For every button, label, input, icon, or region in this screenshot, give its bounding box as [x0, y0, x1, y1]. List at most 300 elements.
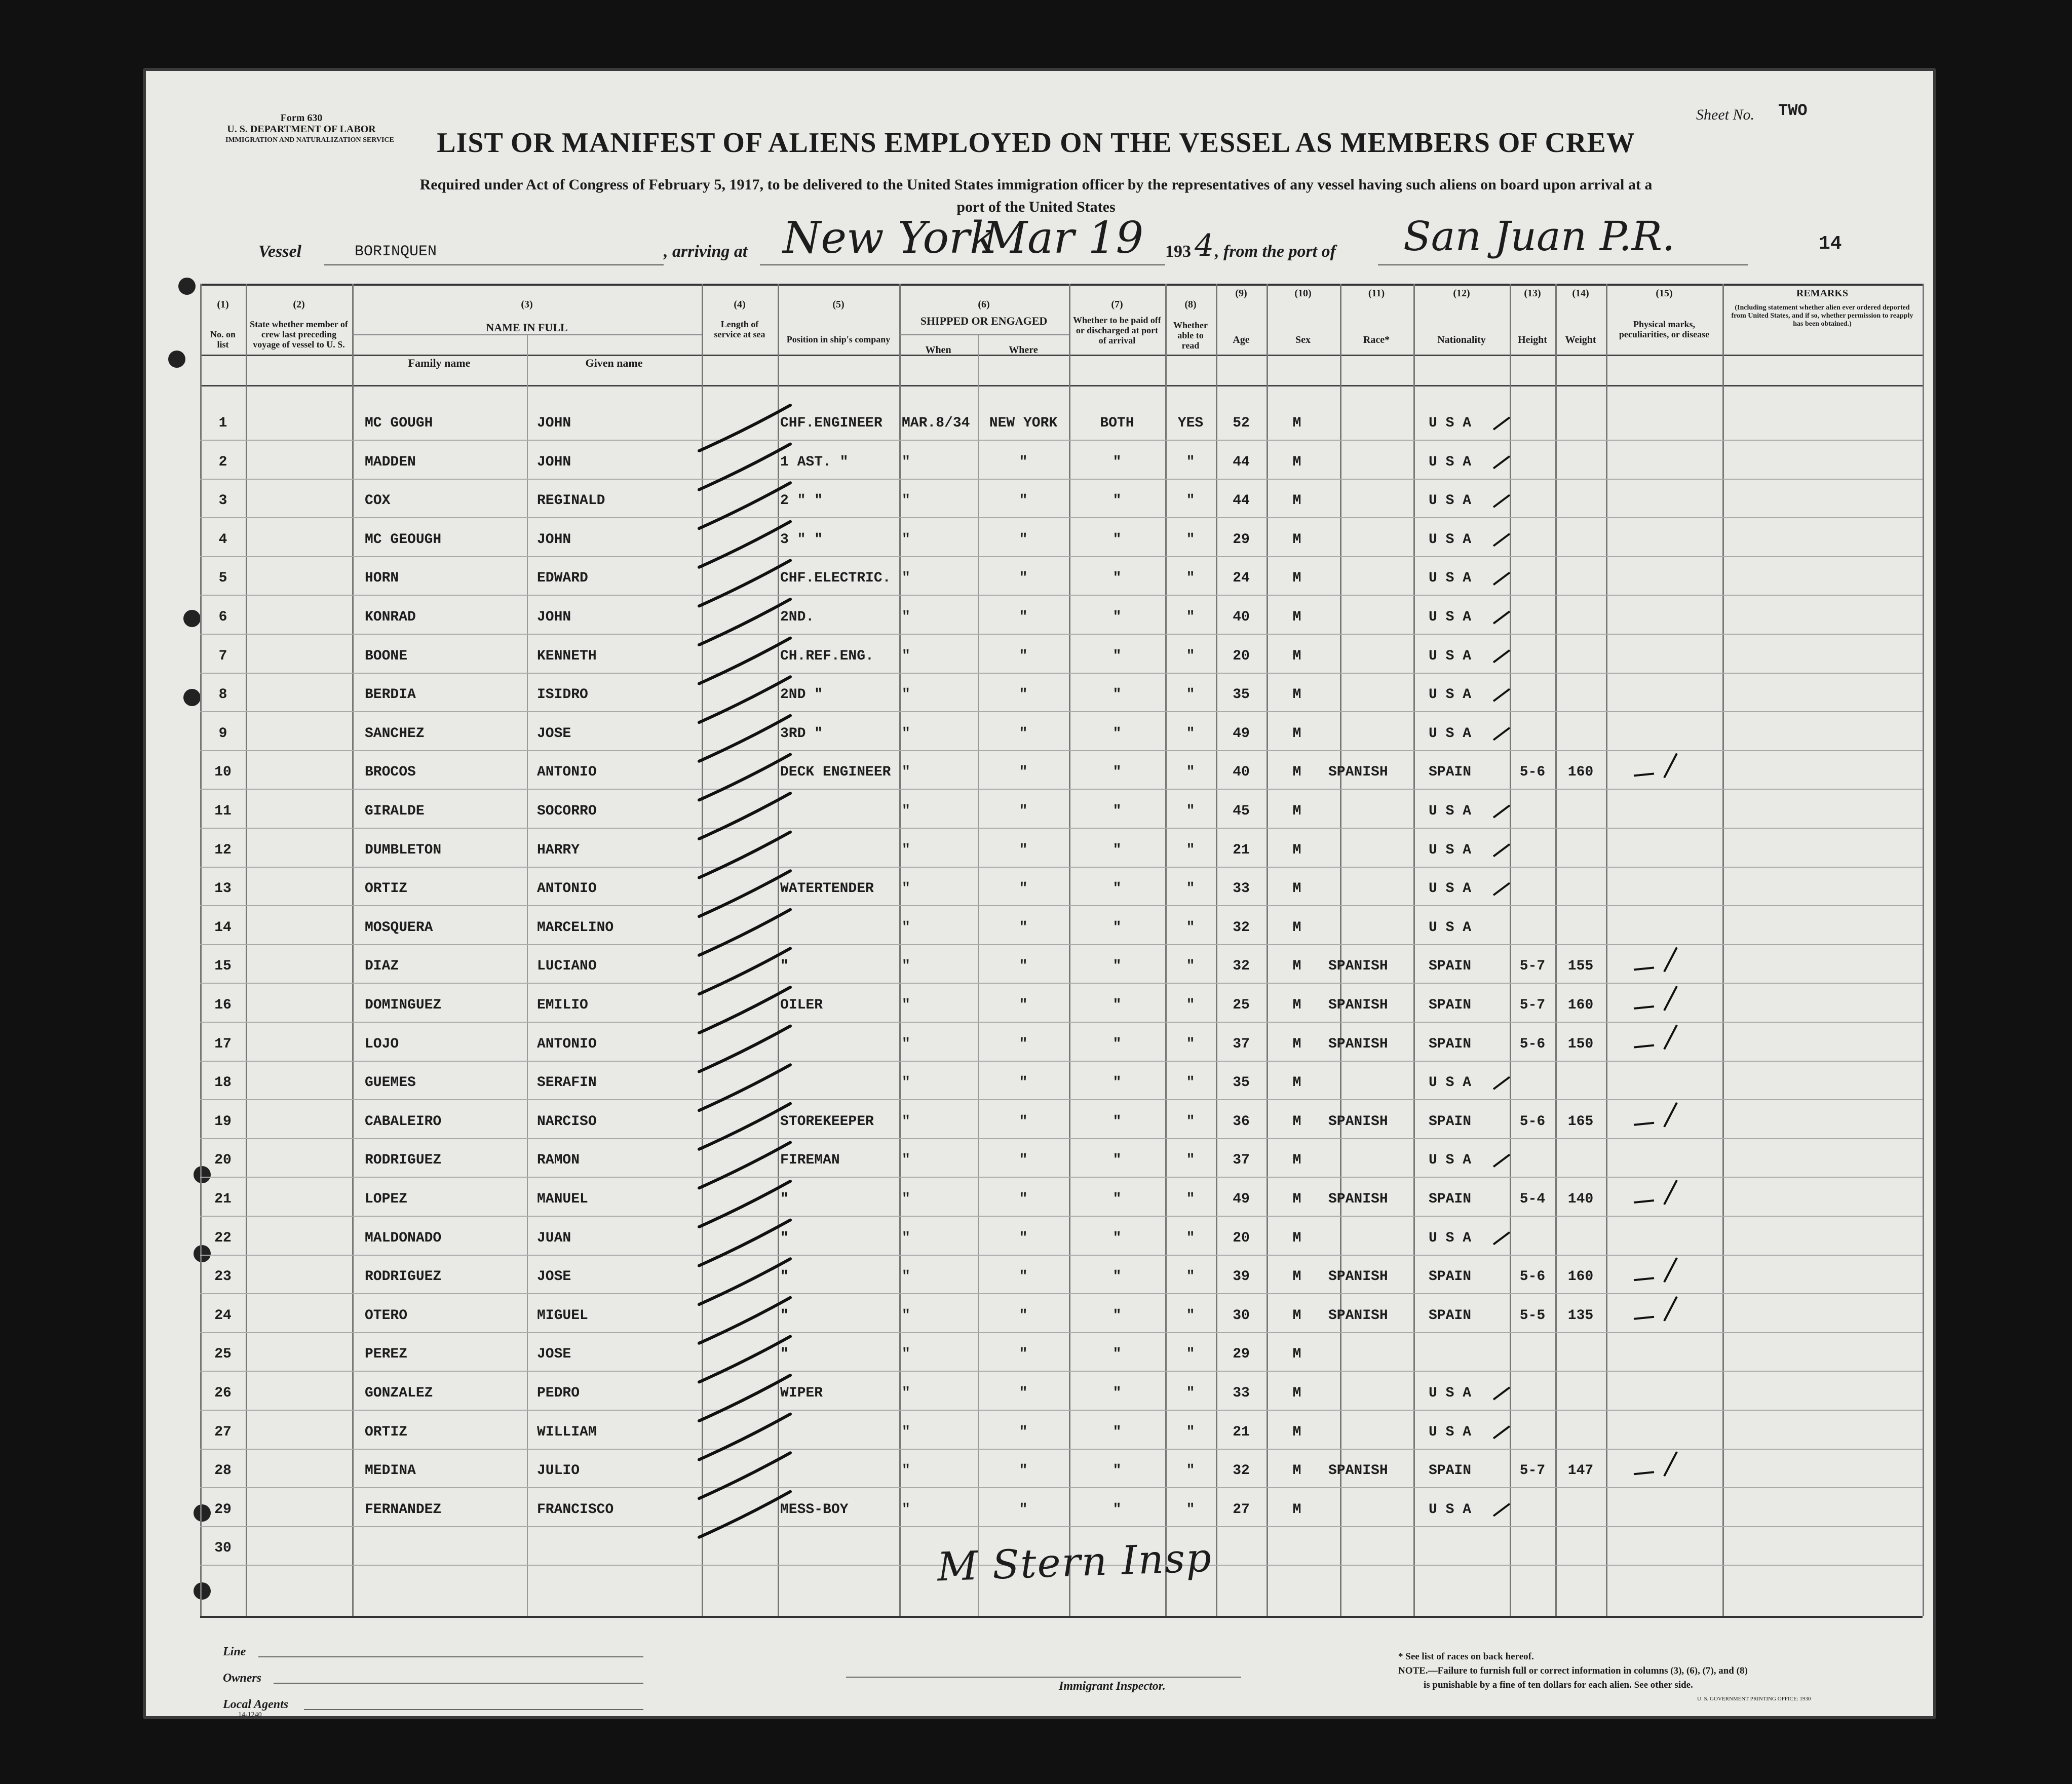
cell-given-name: JOSE [537, 1346, 571, 1363]
form-id: Form 630 U. S. DEPARTMENT OF LABOR IMMIGRATION AND NATURALIZATION SERVICE [225, 112, 394, 144]
cell-position: WATERTENDER [780, 881, 874, 897]
cell-paid-off: " [1112, 1075, 1122, 1091]
header-c14: Weight [1565, 334, 1596, 345]
header-c10: Sex [1295, 334, 1311, 345]
cell-paid-off: " [1112, 1463, 1122, 1479]
cell-family-name: BROCOS [365, 764, 416, 781]
cell-able-to-read: " [1186, 919, 1195, 936]
cell-age: 27 [1233, 1501, 1250, 1518]
cell-weight: 160 [1567, 1269, 1594, 1285]
cell-able-to-read: YES [1177, 415, 1204, 431]
cell-position: " [780, 1230, 789, 1246]
cell-shipped-where: " [1019, 1307, 1028, 1324]
cell-nationality: U S A [1429, 1152, 1472, 1169]
header-c4-num: (4) [734, 299, 746, 310]
cell-sex: M [1292, 1463, 1301, 1479]
cell-shipped-where: " [1019, 1075, 1028, 1091]
cell-row-number: 24 [214, 1307, 232, 1324]
header-c6a: When [925, 344, 951, 356]
cell-position: CH.REF.ENG. [780, 648, 874, 664]
header-c6: SHIPPED OR ENGAGED [920, 315, 1048, 327]
cell-paid-off: BOTH [1100, 415, 1134, 431]
cell-able-to-read: " [1186, 803, 1195, 819]
cell-nationality: SPAIN [1429, 1269, 1472, 1285]
header-c11-num: (11) [1368, 288, 1385, 299]
header-c9-num: (9) [1235, 288, 1247, 299]
header-c1-num: (1) [217, 299, 229, 310]
cell-shipped-where: " [1019, 1269, 1028, 1285]
cell-given-name: RAMON [537, 1152, 580, 1169]
cell-shipped-when: " [902, 1075, 910, 1091]
cell-paid-off: " [1112, 881, 1122, 897]
cell-nationality: SPAIN [1429, 958, 1472, 975]
footer-note-races: * See list of races on back hereof. [1398, 1651, 1534, 1662]
cell-shipped-when: " [902, 1424, 910, 1440]
cell-sex: M [1292, 1269, 1301, 1285]
cell-nationality: U S A [1429, 842, 1472, 858]
cell-height: 5-6 [1519, 1269, 1546, 1285]
cell-paid-off: " [1112, 1346, 1122, 1363]
cell-age: 44 [1233, 454, 1250, 470]
cell-height: 5-6 [1519, 1036, 1546, 1052]
cell-sex: M [1292, 1424, 1301, 1440]
header-c15-num: (15) [1656, 288, 1673, 299]
cell-weight: 160 [1567, 764, 1594, 781]
cell-shipped-where: " [1019, 958, 1028, 975]
vessel-label: Vessel [258, 242, 301, 261]
cell-age: 39 [1233, 1269, 1250, 1285]
cell-shipped-where: " [1019, 454, 1028, 470]
cell-nationality: U S A [1429, 1075, 1472, 1091]
header-remarks-sub: (Including statement whether alien ever ordered deported from United States, and if so, whether permission to reapply has been obtained.) [1731, 304, 1913, 328]
cell-shipped-where: " [1019, 1463, 1028, 1479]
cell-position: CHF.ELECTRIC. [780, 570, 891, 587]
cell-given-name: EMILIO [537, 997, 588, 1013]
cell-sex: M [1292, 1307, 1301, 1324]
cell-paid-off: " [1112, 1152, 1122, 1169]
cell-nationality: U S A [1429, 531, 1472, 548]
cell-position: OILER [780, 997, 823, 1013]
cell-shipped-where: " [1019, 997, 1028, 1013]
cell-able-to-read: " [1186, 1385, 1195, 1401]
cell-age: 21 [1233, 1424, 1250, 1440]
header-c11: Race* [1363, 334, 1390, 345]
cell-paid-off: " [1112, 1269, 1122, 1285]
cell-sex: M [1292, 1113, 1301, 1130]
header-c8-num: (8) [1184, 299, 1197, 310]
cell-position: MESS-BOY [780, 1501, 849, 1518]
header-c7: Whether to be paid off or discharged at port of arrival [1073, 315, 1161, 345]
header-c2-num: (2) [293, 299, 305, 310]
cell-row-number: 10 [214, 764, 232, 781]
cell-shipped-when: " [902, 531, 910, 548]
cell-row-number: 11 [214, 803, 232, 819]
cell-family-name: ORTIZ [365, 881, 408, 897]
cell-row-number: 22 [214, 1230, 232, 1246]
cell-shipped-where: " [1019, 803, 1028, 819]
cell-shipped-when: " [902, 842, 910, 858]
cell-shipped-when: " [902, 493, 910, 509]
cell-row-number: 7 [218, 648, 227, 664]
cell-given-name: JOHN [537, 415, 571, 431]
header-c3: NAME IN FULL [486, 321, 568, 334]
cell-able-to-read: " [1186, 1346, 1195, 1363]
cell-position: STOREKEEPER [780, 1113, 874, 1130]
cell-able-to-read: " [1186, 609, 1195, 625]
header-c5-num: (5) [832, 299, 845, 310]
cell-nationality: U S A [1429, 881, 1472, 897]
cell-able-to-read: " [1186, 1424, 1195, 1440]
page-title: LIST OR MANIFEST OF ALIENS EMPLOYED ON THE VESSEL AS MEMBERS OF CREW [437, 127, 1635, 159]
cell-height: 5-5 [1519, 1307, 1546, 1324]
cell-nationality: U S A [1429, 1501, 1472, 1518]
cell-given-name: JOHN [537, 531, 571, 548]
cell-row-number: 17 [214, 1036, 232, 1052]
cell-shipped-where: " [1019, 725, 1028, 742]
year-prefix: 193 [1165, 242, 1191, 261]
cell-given-name: ANTONIO [537, 1036, 597, 1052]
arriving-label: , arriving at [664, 242, 748, 261]
cell-race: SPANISH [1328, 1191, 1388, 1207]
header-c12-num: (12) [1453, 288, 1470, 299]
cell-sex: M [1292, 919, 1301, 936]
cell-age: 49 [1233, 725, 1250, 742]
cell-row-number: 8 [218, 687, 227, 703]
header-c3-num: (3) [521, 299, 533, 310]
header-c6b: Where [1009, 344, 1038, 356]
cell-able-to-read: " [1186, 842, 1195, 858]
cell-sex: M [1292, 842, 1301, 858]
cell-weight: 160 [1567, 997, 1594, 1013]
cell-age: 32 [1233, 958, 1250, 975]
cell-race: SPANISH [1328, 1269, 1388, 1285]
cell-shipped-when: " [902, 1501, 910, 1518]
arrival-port: New York [783, 213, 996, 263]
cell-shipped-when: " [902, 1152, 910, 1169]
cell-row-number: 16 [214, 997, 232, 1013]
cell-age: 35 [1233, 687, 1250, 703]
header-remarks: REMARKS [1796, 288, 1849, 299]
cell-able-to-read: " [1186, 1501, 1195, 1518]
cell-position: 2 " " [780, 493, 823, 509]
cell-able-to-read: " [1186, 764, 1195, 781]
header-c4: Length of service at sea [714, 319, 765, 339]
cell-sex: M [1292, 531, 1301, 548]
cell-sex: M [1292, 1075, 1301, 1091]
cell-family-name: FERNANDEZ [365, 1501, 442, 1518]
cell-family-name: BOONE [365, 648, 408, 664]
cell-shipped-when: " [902, 803, 910, 819]
header-c10-num: (10) [1294, 288, 1312, 299]
cell-shipped-where: " [1019, 1113, 1028, 1130]
cell-shipped-when: " [902, 687, 910, 703]
footer-owners-label: Owners [223, 1672, 262, 1685]
cell-able-to-read: " [1186, 454, 1195, 470]
cell-age: 29 [1233, 531, 1250, 548]
cell-paid-off: " [1112, 1501, 1122, 1518]
cell-shipped-where: " [1019, 1191, 1028, 1207]
cell-row-number: 21 [214, 1191, 232, 1207]
cell-given-name: JULIO [537, 1463, 580, 1479]
cell-position: 3RD " [780, 725, 823, 742]
header-c1: No. on list [210, 329, 236, 350]
header-c3b: Given name [585, 357, 643, 369]
sheet-label: Sheet No. [1696, 106, 1754, 123]
cell-age: 32 [1233, 1463, 1250, 1479]
cell-race: SPANISH [1328, 1113, 1388, 1130]
cell-family-name: MALDONADO [365, 1230, 442, 1246]
cell-race: SPANISH [1328, 1307, 1388, 1324]
cell-able-to-read: " [1186, 687, 1195, 703]
cell-race: SPANISH [1328, 1463, 1388, 1479]
cell-shipped-where: " [1019, 881, 1028, 897]
cell-family-name: GUEMES [365, 1075, 416, 1091]
cell-paid-off: " [1112, 1424, 1122, 1440]
cell-position: " [780, 1191, 789, 1207]
cell-shipped-where: " [1019, 1036, 1028, 1052]
cell-sex: M [1292, 609, 1301, 625]
cell-given-name: JOSE [537, 1269, 571, 1285]
cell-row-number: 3 [218, 493, 227, 509]
cell-nationality: U S A [1429, 454, 1472, 470]
cell-nationality: U S A [1429, 570, 1472, 587]
cell-able-to-read: " [1186, 531, 1195, 548]
cell-shipped-when: " [902, 570, 910, 587]
cell-race: SPANISH [1328, 764, 1388, 781]
cell-paid-off: " [1112, 454, 1122, 470]
cell-shipped-where: " [1019, 1501, 1028, 1518]
cell-given-name: WILLIAM [537, 1424, 597, 1440]
cell-paid-off: " [1112, 1191, 1122, 1207]
cell-row-number: 5 [218, 570, 227, 587]
cell-row-number: 13 [214, 881, 232, 897]
cell-race: SPANISH [1328, 958, 1388, 975]
header-c6-num: (6) [978, 299, 990, 310]
cell-shipped-where: " [1019, 493, 1028, 509]
cell-family-name: MC GOUGH [365, 415, 433, 431]
cell-shipped-when: " [902, 648, 910, 664]
vessel-name: BORINQUEN [355, 243, 437, 260]
cell-given-name: MARCELINO [537, 919, 614, 936]
cell-shipped-when: " [902, 1385, 910, 1401]
cell-family-name: MC GEOUGH [365, 531, 442, 548]
cell-sex: M [1292, 1346, 1301, 1363]
cell-paid-off: " [1112, 1036, 1122, 1052]
cell-shipped-where: " [1019, 1346, 1028, 1363]
cell-age: 25 [1233, 997, 1250, 1013]
cell-position: WIPER [780, 1385, 823, 1401]
cell-shipped-when: " [902, 764, 910, 781]
cell-family-name: ORTIZ [365, 1424, 408, 1440]
cell-given-name: LUCIANO [537, 958, 597, 975]
cell-family-name: SANCHEZ [365, 725, 425, 742]
cell-given-name: KENNETH [537, 648, 597, 664]
cell-age: 29 [1233, 1346, 1250, 1363]
cell-position: " [780, 1307, 789, 1324]
cell-sex: M [1292, 1230, 1301, 1246]
cell-shipped-when: " [902, 725, 910, 742]
cell-shipped-where: " [1019, 609, 1028, 625]
cell-shipped-where: " [1019, 570, 1028, 587]
cell-family-name: DIAZ [365, 958, 399, 975]
cell-height: 5-7 [1519, 1463, 1546, 1479]
cell-position: 3 " " [780, 531, 823, 548]
cell-row-number: 6 [218, 609, 227, 625]
cell-position: " [780, 958, 789, 975]
inspector-label: Immigrant Inspector. [1059, 1680, 1166, 1693]
cell-sex: M [1292, 1036, 1301, 1052]
cell-given-name: ISIDRO [537, 687, 588, 703]
cell-age: 36 [1233, 1113, 1250, 1130]
cell-weight: 165 [1567, 1113, 1594, 1130]
cell-nationality: U S A [1429, 609, 1472, 625]
cell-paid-off: " [1112, 1385, 1122, 1401]
cell-given-name: JOHN [537, 609, 571, 625]
year-digit: 4 [1195, 228, 1214, 263]
cell-age: 20 [1233, 648, 1250, 664]
cell-nationality: U S A [1429, 687, 1472, 703]
cell-nationality: U S A [1429, 415, 1472, 431]
cell-row-number: 28 [214, 1463, 232, 1479]
header-c3a: Family name [408, 357, 471, 369]
cell-position: DECK ENGINEER [780, 764, 891, 781]
cell-row-number: 12 [214, 842, 232, 858]
cell-able-to-read: " [1186, 570, 1195, 587]
cell-age: 37 [1233, 1152, 1250, 1169]
cell-able-to-read: " [1186, 881, 1195, 897]
cell-paid-off: " [1112, 648, 1122, 664]
cell-nationality: SPAIN [1429, 1113, 1472, 1130]
cell-paid-off: " [1112, 531, 1122, 548]
cell-weight: 155 [1567, 958, 1594, 975]
cell-shipped-where: " [1019, 764, 1028, 781]
cell-shipped-where: " [1019, 1230, 1028, 1246]
cell-age: 52 [1233, 415, 1250, 431]
cell-family-name: RODRIGUEZ [365, 1269, 442, 1285]
cell-row-number: 15 [214, 958, 232, 975]
cell-family-name: GIRALDE [365, 803, 425, 819]
cell-able-to-read: " [1186, 1152, 1195, 1169]
cell-given-name: JUAN [537, 1230, 571, 1246]
cell-nationality: U S A [1429, 1385, 1472, 1401]
cell-nationality: SPAIN [1429, 1307, 1472, 1324]
cell-nationality: U S A [1429, 725, 1472, 742]
cell-nationality: SPAIN [1429, 997, 1472, 1013]
cell-age: 21 [1233, 842, 1250, 858]
cell-row-number: 4 [218, 531, 227, 548]
cell-shipped-when: " [902, 1230, 910, 1246]
cell-age: 40 [1233, 609, 1250, 625]
cell-family-name: RODRIGUEZ [365, 1152, 442, 1169]
cell-sex: M [1292, 881, 1301, 897]
header-c5: Position in ship's company [786, 334, 891, 344]
cell-sex: M [1292, 648, 1301, 664]
cell-shipped-when: " [902, 997, 910, 1013]
cell-age: 30 [1233, 1307, 1250, 1324]
subtitle-line1: Required under Act of Congress of February 5, 1917, to be delivered to the United States immigration officer by the representatives of any vessel having such aliens on board upon arrival at a [419, 176, 1653, 193]
cell-given-name: SOCORRO [537, 803, 597, 819]
cell-paid-off: " [1112, 1307, 1122, 1324]
cell-nationality: U S A [1429, 648, 1472, 664]
cell-weight: 147 [1567, 1463, 1594, 1479]
cell-position: CHF.ENGINEER [780, 415, 882, 431]
cell-given-name: JOSE [537, 725, 571, 742]
cell-weight: 140 [1567, 1191, 1594, 1207]
cell-nationality: SPAIN [1429, 1463, 1472, 1479]
cell-paid-off: " [1112, 687, 1122, 703]
cell-row-number: 18 [214, 1075, 232, 1091]
cell-sex: M [1292, 1152, 1301, 1169]
cell-shipped-where: " [1019, 687, 1028, 703]
cell-sex: M [1292, 1385, 1301, 1401]
cell-family-name: CABALEIRO [365, 1113, 442, 1130]
cell-given-name: HARRY [537, 842, 580, 858]
cell-family-name: MADDEN [365, 454, 416, 470]
cell-age: 35 [1233, 1075, 1250, 1091]
cell-age: 32 [1233, 919, 1250, 936]
cell-family-name: HORN [365, 570, 399, 587]
cell-able-to-read: " [1186, 1036, 1195, 1052]
cell-given-name: JOHN [537, 454, 571, 470]
cell-able-to-read: " [1186, 997, 1195, 1013]
cell-row-number: 25 [214, 1346, 232, 1363]
cell-shipped-when: " [902, 958, 910, 975]
cell-age: 45 [1233, 803, 1250, 819]
cell-shipped-when: " [902, 1269, 910, 1285]
cell-row-number: 2 [218, 454, 227, 470]
cell-row-number: 26 [214, 1385, 232, 1401]
cell-paid-off: " [1112, 997, 1122, 1013]
cell-given-name: PEDRO [537, 1385, 580, 1401]
page-number: 14 [1819, 233, 1842, 255]
cell-age: 37 [1233, 1036, 1250, 1052]
cell-family-name: MOSQUERA [365, 919, 433, 936]
cell-paid-off: " [1112, 764, 1122, 781]
cell-row-number: 29 [214, 1501, 232, 1518]
cell-row-number: 1 [218, 415, 227, 431]
cell-age: 40 [1233, 764, 1250, 781]
cell-height: 5-6 [1519, 1113, 1546, 1130]
cell-paid-off: " [1112, 1113, 1122, 1130]
header-c8: Whether able to read [1173, 320, 1208, 351]
printer-mark: U. S. GOVERNMENT PRINTING OFFICE: 1930 [1697, 1696, 1811, 1702]
cell-family-name: BERDIA [365, 687, 416, 703]
cell-able-to-read: " [1186, 1230, 1195, 1246]
subtitle-line2: port of the United States [956, 199, 1116, 215]
cell-height: 5-6 [1519, 764, 1546, 781]
cell-age: 44 [1233, 493, 1250, 509]
cell-family-name: DOMINGUEZ [365, 997, 442, 1013]
header-c7-num: (7) [1111, 299, 1123, 310]
cell-sex: M [1292, 764, 1301, 781]
cell-height: 5-4 [1519, 1191, 1546, 1207]
cell-age: 33 [1233, 881, 1250, 897]
cell-shipped-where: " [1019, 919, 1028, 936]
cell-row-number: 19 [214, 1113, 232, 1130]
cell-height: 5-7 [1519, 958, 1546, 975]
cell-nationality: U S A [1429, 803, 1472, 819]
cell-weight: 135 [1567, 1307, 1594, 1324]
cell-weight: 150 [1567, 1036, 1594, 1052]
cell-family-name: KONRAD [365, 609, 416, 625]
footer-note-fine: NOTE.—Failure to furnish full or correct information in columns (3), (6), (7), and (8) [1398, 1665, 1748, 1676]
cell-able-to-read: " [1186, 1191, 1195, 1207]
cell-row-number: 27 [214, 1424, 232, 1440]
cell-position: 2ND. [780, 609, 815, 625]
cell-position: 1 AST. " [780, 454, 849, 470]
cell-row-number: 20 [214, 1152, 232, 1169]
cell-row-number: 23 [214, 1269, 232, 1285]
